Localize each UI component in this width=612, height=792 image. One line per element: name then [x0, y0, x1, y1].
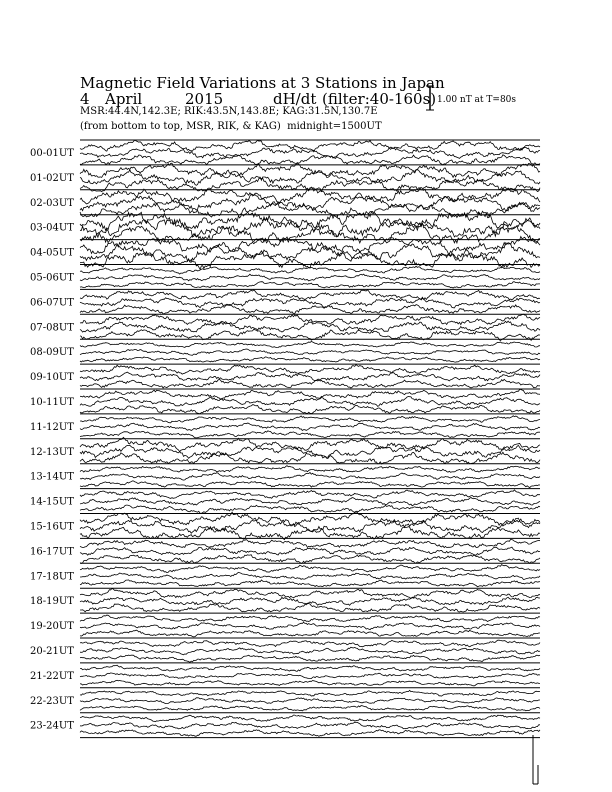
trace-msr [80, 706, 540, 711]
trace-rik [80, 520, 540, 533]
trace-kag [80, 512, 540, 527]
trace-rik [80, 673, 540, 679]
hour-row [30, 464, 540, 488]
midnight-text: midnight=1500UT [287, 121, 382, 132]
hour-row [30, 663, 540, 686]
trace-rik [80, 572, 540, 579]
trace-msr [80, 379, 540, 388]
trace-msr [80, 680, 540, 686]
hour-row [30, 140, 540, 165]
row-label: 09-10UT [30, 372, 74, 384]
filter-label: (filter:40-160s) [322, 90, 437, 108]
date-year: 2015 [185, 90, 224, 108]
hour-row [30, 688, 540, 711]
trace-msr [80, 481, 540, 488]
row-label: 03-04UT [30, 222, 74, 234]
hour-row [30, 289, 540, 313]
row-label: 14-15UT [30, 496, 74, 508]
trace-kag [80, 589, 540, 599]
hour-row [30, 314, 540, 340]
hour-row [30, 512, 540, 540]
trace-kag [80, 290, 540, 300]
hour-row [30, 613, 540, 637]
trace-rik [80, 372, 540, 381]
row-label: 02-03UT [30, 197, 74, 209]
trace-msr [80, 527, 540, 540]
stations-line: MSR:44.4N,142.3E; RIK:43.5N,143.8E; KAG:31.5N,130.7E [80, 106, 378, 117]
trace-msr [80, 730, 540, 737]
trace-kag [80, 416, 540, 423]
trace-msr [80, 505, 540, 513]
trace-msr [80, 251, 540, 269]
row-label: 15-16UT [30, 521, 74, 533]
row-label: 13-14UT [30, 471, 74, 483]
trace-msr [80, 655, 540, 662]
row-label: 05-06UT [30, 272, 74, 284]
row-label: 10-11UT [30, 397, 74, 408]
hour-row [30, 163, 540, 193]
trace-msr [80, 431, 540, 438]
trace-msr [80, 405, 540, 414]
trace-rik [80, 194, 540, 211]
trace-msr [80, 452, 540, 464]
trace-msr [80, 580, 540, 587]
trace-rik [80, 622, 540, 629]
trace-kag [80, 466, 540, 473]
trace-kag [80, 314, 540, 324]
trace-rik [80, 647, 540, 655]
scale-bar [426, 86, 434, 110]
trace-rik [80, 498, 540, 506]
hour-row [30, 563, 540, 587]
date-month: April [105, 90, 143, 108]
trace-kag [80, 539, 540, 547]
quantity-label: dH/dt [273, 90, 317, 108]
trace-msr [80, 305, 540, 314]
trace-rik [80, 397, 540, 407]
hour-row [30, 538, 540, 563]
hour-row [30, 713, 540, 737]
row-label: 11-12UT [30, 421, 74, 433]
trace-rik [80, 547, 540, 555]
trace-msr [80, 604, 540, 613]
scale-bar-label: 1.00 nT at T=80s [437, 95, 517, 105]
hour-row [30, 638, 540, 662]
trace-kag [80, 266, 540, 274]
trace-rik [80, 321, 540, 332]
row-label: 08-09UT [30, 347, 74, 359]
trace-kag [80, 140, 540, 152]
row-label: 20-21UT [30, 646, 74, 657]
trace-kag [80, 437, 540, 451]
trace-msr [80, 357, 540, 362]
hour-row [30, 588, 540, 612]
row-label: 16-17UT [30, 546, 74, 558]
hour-row [30, 437, 540, 464]
trace-msr [80, 178, 540, 193]
row-label: 00-01UT [30, 148, 74, 159]
row-label: 01-02UT [30, 172, 74, 184]
order-text: (from bottom to top, MSR, RIK, & KAG) [80, 121, 281, 132]
trace-msr [80, 555, 540, 564]
hour-row [30, 339, 540, 362]
trace-rik [80, 473, 540, 481]
trace-kag [80, 389, 540, 399]
date-day: 4 [80, 90, 90, 108]
hour-row [30, 489, 540, 514]
trace-kag [80, 640, 540, 647]
hour-row [30, 364, 540, 388]
trace-kag [80, 565, 540, 573]
trace-msr [80, 630, 540, 637]
row-label: 17-18UT [30, 571, 74, 583]
trace-kag [80, 715, 540, 722]
row-label: 06-07UT [30, 297, 74, 309]
trace-msr [80, 202, 540, 219]
trace-kag [80, 690, 540, 696]
trace-msr [80, 155, 540, 165]
trace-rik [80, 423, 540, 430]
trace-msr [80, 282, 540, 288]
row-label: 21-22UT [30, 670, 74, 682]
hour-row [30, 208, 540, 244]
trace-rik [80, 349, 540, 355]
row-label: 22-23UT [30, 695, 74, 707]
trace-rik [80, 274, 540, 281]
row-label: 07-08UT [30, 322, 74, 334]
hour-row [30, 389, 540, 414]
row-label: 23-24UT [30, 720, 74, 732]
row-label: 12-13UT [30, 446, 74, 458]
row-label: 18-19UT [30, 596, 74, 608]
trace-kag [80, 665, 540, 671]
trace-rik [80, 298, 540, 308]
hour-row [30, 265, 540, 289]
row-label: 04-05UT [30, 247, 74, 259]
trace-kag [80, 208, 540, 231]
trace-kag [80, 615, 540, 622]
trace-rik [80, 722, 540, 729]
trace-rik [80, 698, 540, 704]
trace-kag [80, 365, 540, 375]
hour-row [30, 414, 540, 438]
trace-kag [80, 342, 540, 348]
hour-row [30, 188, 540, 219]
chart-title: Magnetic Field Variations at 3 Stations in Japan [80, 74, 445, 92]
row-label: 19-20UT [30, 621, 74, 633]
bottom-tick-mark [533, 735, 538, 784]
